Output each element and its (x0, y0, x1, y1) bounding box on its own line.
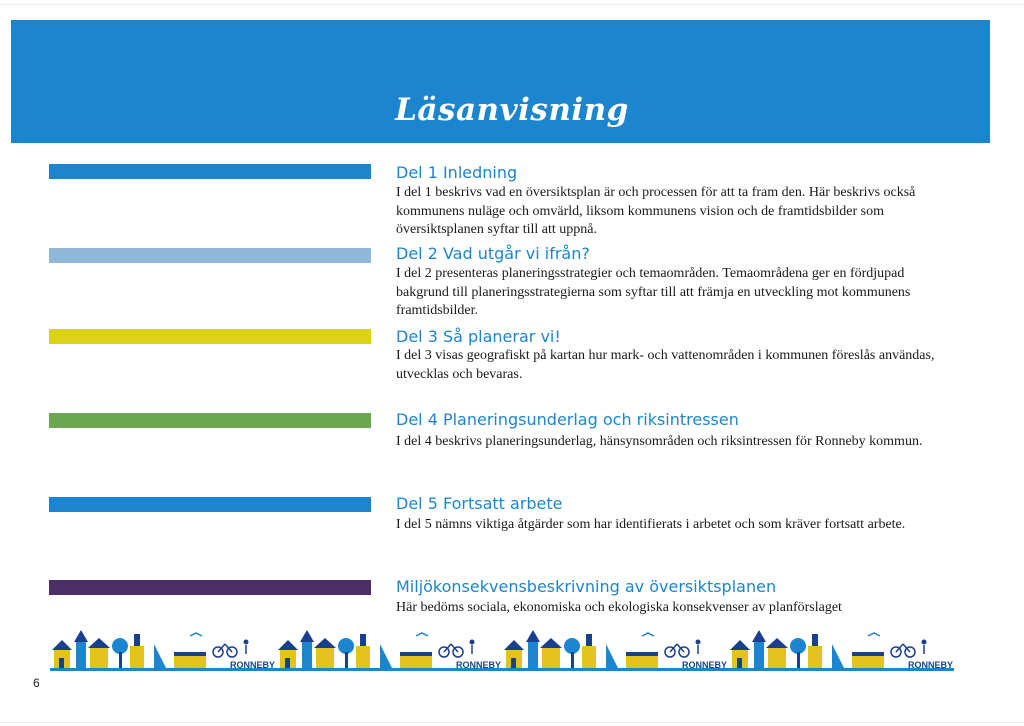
section-1-heading: Del 1 Inledning (396, 163, 518, 182)
section-4-color-bar (49, 413, 371, 428)
section-5-color-bar (49, 497, 371, 512)
bottom-rule (0, 722, 1024, 723)
section-1-text: I del 1 beskrivs vad en översiktsplan är och processen för att ta fram den. Här beskrivs också kommunens nuläge och omvärld, liksom kommunens vision och de framtidsbilder som översiktsplanen syftar till att uppnå. (396, 185, 916, 237)
section-2-color-bar (49, 248, 371, 263)
page-number: 6 (33, 676, 40, 690)
section-5-text: I del 5 nämns viktiga åtgärder som har identifierats i arbetet och som kräver fortsatt arbete. (396, 517, 906, 532)
section-3-color-bar (49, 329, 371, 344)
section-3-heading: Del 3 Så planerar vi! (396, 327, 561, 346)
section-3-text: I del 3 visas geografiskt på kartan hur mark- och vattenområden i kommunen föreslås användas, utvecklas och bevaras. (396, 348, 935, 382)
section-5-heading: Del 5 Fortsatt arbete (396, 494, 563, 513)
ronneby-logo-2: RONNEBY (456, 660, 502, 670)
ronneby-logo-3: RONNEBY (682, 660, 728, 670)
ronneby-logo-4: RONNEBY (908, 660, 954, 670)
section-1-color-bar (49, 164, 371, 179)
section-4-heading: Del 4 Planeringsunderlag och riksintressen (396, 410, 739, 429)
section-2-text: I del 2 presenteras planeringsstrategier och temaområden. Temaområdena ger en fördjupad bakgrund till planeringsstrategierna som syftar till att främja en utveckling mot kommunens framtidsbilder. (396, 266, 911, 318)
page-title: Läsanvisning (395, 92, 629, 128)
section-6-heading: Miljökonsekvensbeskrivning av översiktsplanen (396, 577, 777, 596)
section-6-color-bar (49, 580, 371, 595)
section-2-heading: Del 2 Vad utgår vi ifrån? (396, 244, 590, 263)
top-rule (0, 4, 1024, 5)
section-6-text: Här bedöms sociala, ekonomiska och ekologiska konsekvenser av planförslaget (396, 600, 842, 615)
ronneby-town-illustration (50, 628, 956, 672)
section-4-text: I del 4 beskrivs planeringsunderlag, hänsynsområden och riksintressen för Ronneby kommun. (396, 434, 923, 449)
ronneby-logo-1: RONNEBY (230, 660, 276, 670)
